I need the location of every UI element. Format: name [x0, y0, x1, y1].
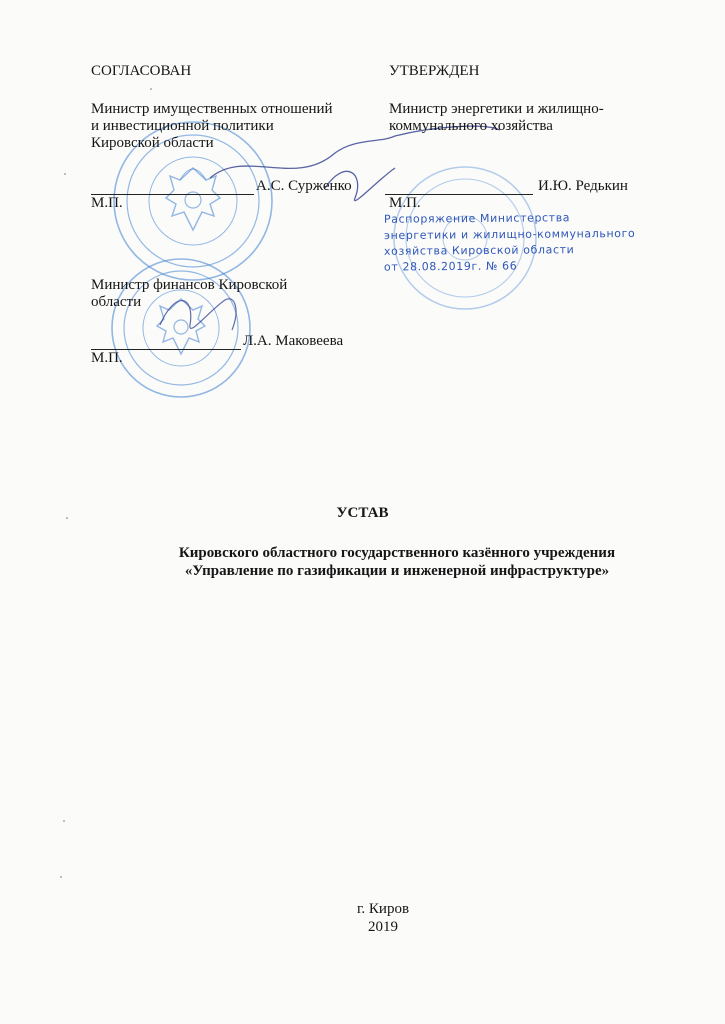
minister-seal-place: М.П. [389, 195, 421, 211]
minister1-seal-place: М.П. [91, 195, 123, 211]
minister1-title-line1: Министр имущественных отношений [91, 101, 333, 117]
year: 2019 [368, 919, 398, 935]
minister1-title-line3: Кировской области [91, 135, 214, 151]
document-subtitle-line2: «Управление по газификации и инженерной инфраструктуре» [184, 563, 610, 579]
minister1-title-line2: и инвестиционной политики [91, 118, 274, 134]
scan-speck [60, 876, 62, 878]
scan-speck [63, 820, 65, 822]
document-title: УСТАВ [336, 505, 389, 521]
minister1-name: А.С. Сурженко [256, 178, 352, 194]
minister-name: И.Ю. Редькин [538, 178, 628, 194]
document-subtitle-line1: Кировского областного государственного казённого учреждения [178, 545, 616, 561]
handwritten-order-line4: от 28.08.2019г. № 66 [383, 259, 518, 274]
scan-speck [66, 517, 68, 519]
minister2-title-line2: области [91, 294, 142, 310]
handwritten-order-line1: Распоряжение Министерства [383, 211, 571, 226]
scan-speck [64, 173, 66, 175]
city: г. Киров [356, 901, 410, 917]
minister2-seal-place: М.П. [91, 350, 123, 366]
minister-title-line1: Министр энергетики и жилищно- [389, 101, 604, 117]
minister2-title-line1: Министр финансов Кировской [91, 277, 288, 293]
handwritten-order-line3: хозяйства Кировской области [383, 243, 575, 258]
agreed-heading: СОГЛАСОВАН [91, 63, 192, 79]
scan-speck [150, 88, 152, 90]
approved-heading: УТВЕРЖДЕН [389, 63, 480, 79]
handwritten-order-line2: энергетики и жилищно-коммунального [383, 226, 636, 243]
minister2-name: Л.А. Маковеева [243, 333, 344, 349]
minister-title-line2: коммунального хозяйства [389, 118, 553, 134]
